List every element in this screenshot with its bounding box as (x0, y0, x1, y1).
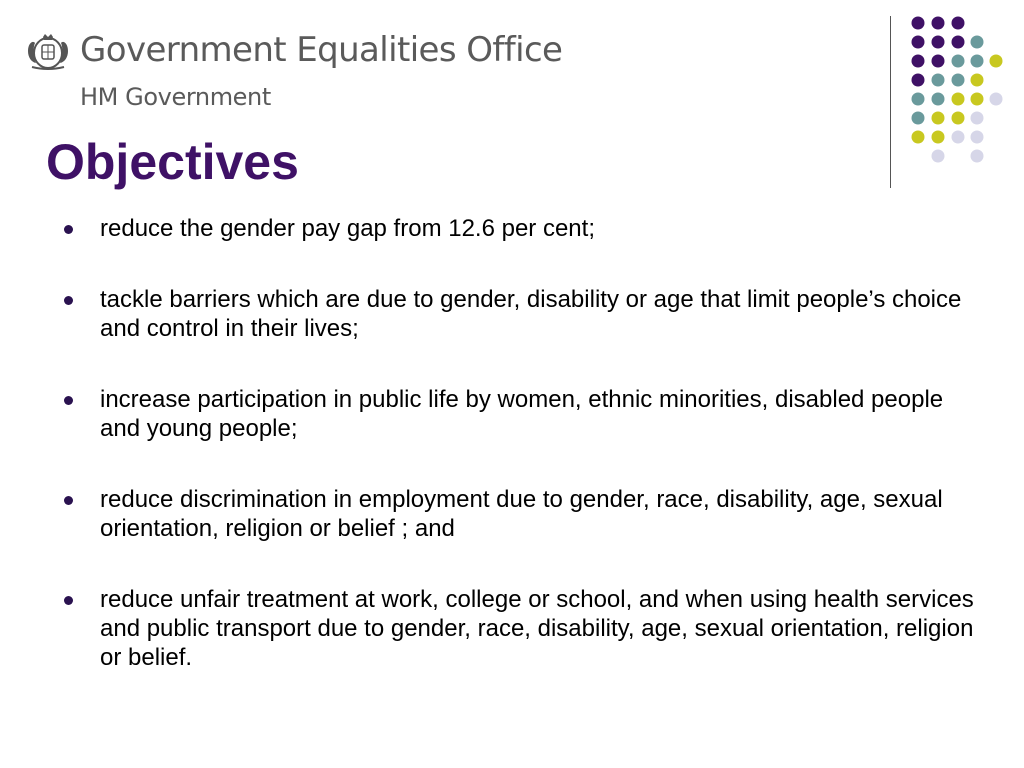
decorative-dot (952, 17, 965, 30)
decorative-dot (971, 150, 984, 163)
bullet-item (100, 214, 980, 243)
bullet-icon (64, 596, 73, 605)
decorative-dot (912, 36, 925, 49)
decorative-dot (932, 17, 945, 30)
decorative-dot (971, 55, 984, 68)
decorative-dot (912, 131, 925, 144)
royal-crest-icon (24, 31, 72, 71)
objectives-list (100, 214, 980, 714)
decorative-dot (952, 112, 965, 125)
decorative-dot (971, 131, 984, 144)
decorative-dot (952, 36, 965, 49)
decorative-dot (932, 93, 945, 106)
decorative-dot (952, 131, 965, 144)
decorative-dot (932, 36, 945, 49)
decorative-dot (932, 55, 945, 68)
bullet-text: reduce unfair treatment at work, college or school, and when using health services and public transport due to gender, race, disability, age, sexual orientation, religion or belief. (100, 586, 974, 671)
bullet-icon (64, 496, 73, 505)
bullet-icon (64, 225, 73, 234)
decorative-dot (912, 112, 925, 125)
bullet-text: tackle barriers which are due to gender, disability or age that limit people’s choice and control in their lives; (100, 286, 962, 342)
decorative-dot (990, 55, 1003, 68)
decorative-dot (990, 93, 1003, 106)
bullet-item (100, 585, 980, 672)
decorative-dot (952, 74, 965, 87)
decorative-dot (971, 112, 984, 125)
decorative-dot (952, 55, 965, 68)
slide-title: Objectives (46, 134, 299, 190)
decorative-dot (952, 93, 965, 106)
bullet-text: reduce the gender pay gap from 12.6 per cent; (100, 215, 595, 242)
bullet-text: reduce discrimination in employment due to gender, race, disability, age, sexual orientation, religion or belief ; and (100, 486, 943, 542)
decorative-dot (971, 74, 984, 87)
decorative-dot (932, 112, 945, 125)
bullet-icon (64, 396, 73, 405)
decorative-dot (971, 93, 984, 106)
decorative-dot (932, 150, 945, 163)
bullet-icon (64, 296, 73, 305)
organisation-name: Government Equalities Office (80, 30, 563, 70)
bullet-item (100, 485, 980, 543)
decorative-dot (912, 93, 925, 106)
decorative-dot (912, 17, 925, 30)
decorative-dot (932, 131, 945, 144)
divider-line (890, 16, 891, 188)
decorative-dot (932, 74, 945, 87)
government-name: HM Government (80, 83, 271, 111)
bullet-text: increase participation in public life by women, ethnic minorities, disabled people and young people; (100, 386, 944, 442)
decorative-dot (971, 36, 984, 49)
decorative-dot (912, 74, 925, 87)
bullet-item (100, 385, 980, 443)
decorative-dot (912, 55, 925, 68)
bullet-item (100, 285, 980, 343)
